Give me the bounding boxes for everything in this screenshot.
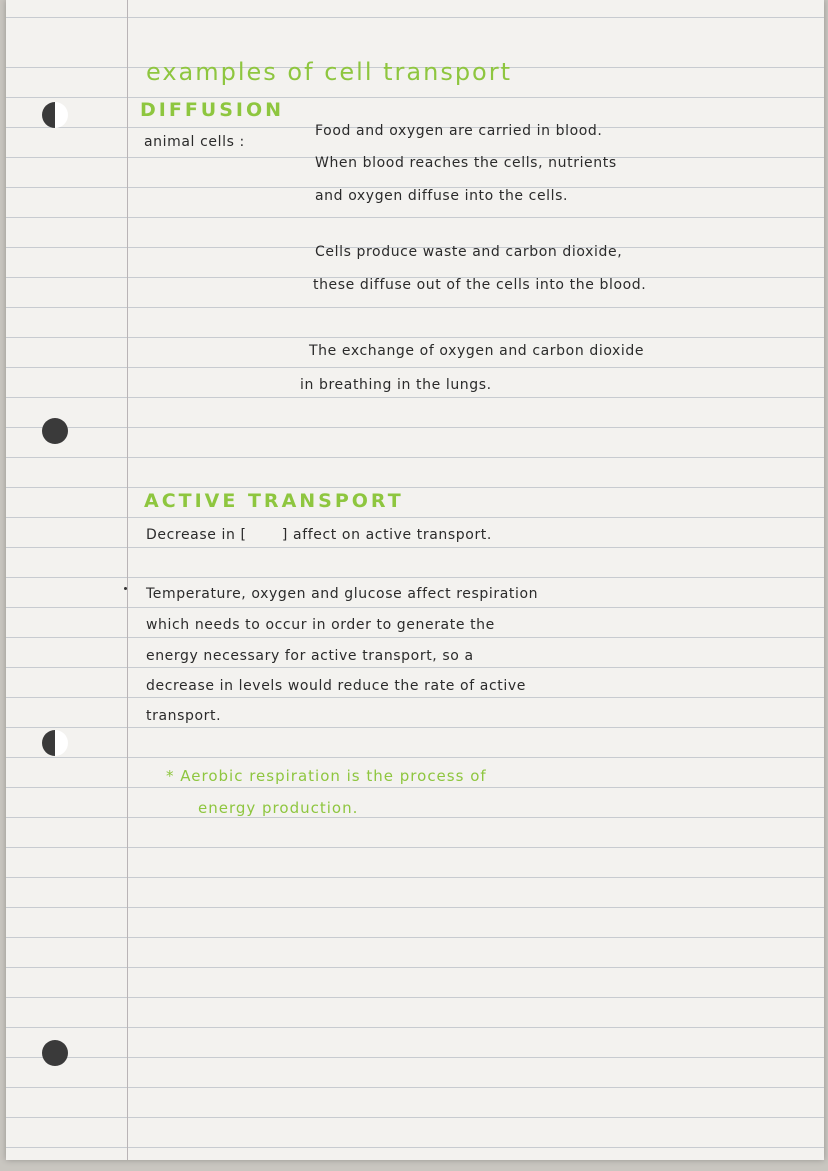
notebook-page <box>6 0 824 1160</box>
margin-line <box>127 0 128 1160</box>
diffusion-heading: DIFFUSION <box>140 99 285 121</box>
animal-cells-label: animal cells : <box>144 134 245 150</box>
note-line: * Aerobic respiration is the process of <box>166 767 487 785</box>
active-transport-line: which needs to occur in order to generate the <box>146 617 495 633</box>
active-transport-line: transport. <box>146 708 222 724</box>
punch-hole <box>42 102 68 128</box>
diffusion-line: and oxygen diffuse into the cells. <box>315 188 569 204</box>
bullet-dot <box>124 587 127 590</box>
active-transport-line: decrease in levels would reduce the rate of active <box>146 678 526 694</box>
active-transport-line: energy necessary for active transport, so a <box>146 648 474 664</box>
note-line: energy production. <box>198 799 359 817</box>
punch-hole <box>42 1040 68 1066</box>
decrease-line: Decrease in [ ] affect on active transport. <box>146 527 492 543</box>
page-title: examples of cell transport <box>146 58 513 86</box>
diffusion-line: When blood reaches the cells, nutrients <box>315 155 617 171</box>
diffusion-line: Food and oxygen are carried in blood. <box>315 123 603 139</box>
diffusion-line: The exchange of oxygen and carbon dioxide <box>309 343 645 359</box>
punch-hole <box>42 418 68 444</box>
diffusion-line: these diffuse out of the cells into the blood. <box>313 277 647 293</box>
diffusion-line: Cells produce waste and carbon dioxide, <box>315 244 623 260</box>
diffusion-line: in breathing in the lungs. <box>300 377 492 393</box>
active-transport-heading: ACTIVE TRANSPORT <box>144 490 404 512</box>
punch-hole <box>42 730 68 756</box>
active-transport-line: Temperature, oxygen and glucose affect respiration <box>146 586 539 602</box>
